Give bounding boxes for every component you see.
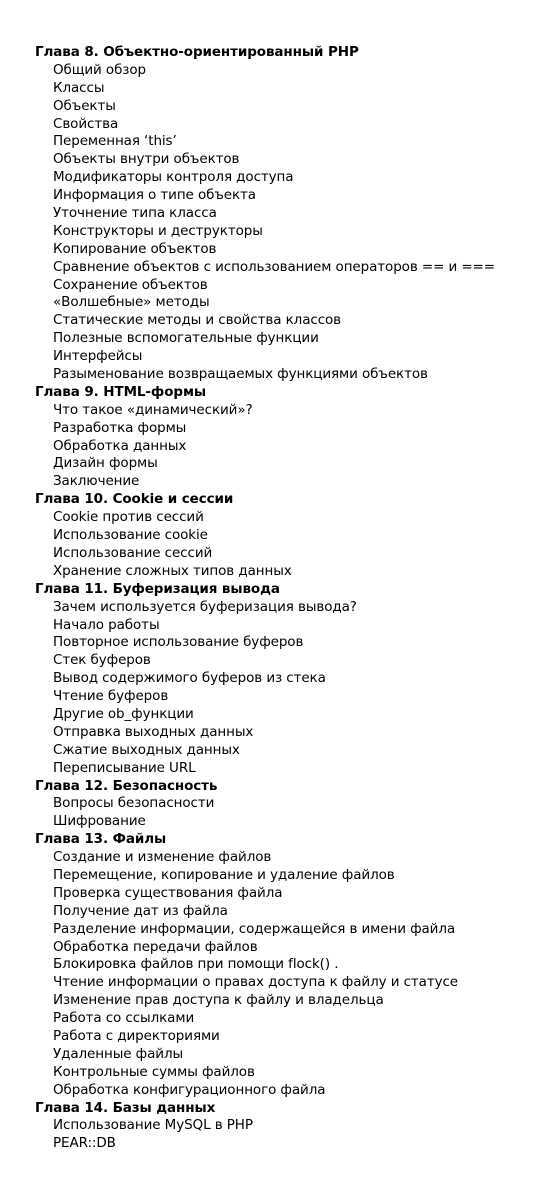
chapter-block <box>35 1100 555 1154</box>
section-item: Работа со ссылками <box>53 1010 195 1027</box>
section-item: Модификаторы контроля доступа <box>53 169 294 186</box>
section-item: Классы <box>53 79 105 96</box>
section-item: Зачем используется буферизация вывода? <box>53 598 357 615</box>
section-item: Обработка конфигурационного файла <box>53 1081 326 1098</box>
section-item: Вопросы безопасности <box>53 795 215 812</box>
section-item: Чтение информации о правах доступа к файлу и статусе <box>53 974 459 991</box>
section-item: Сжатие выходных данных <box>53 741 240 758</box>
chapter-title: Глава 9. HTML-формы <box>35 383 206 400</box>
chapter-title: Глава 14. Базы данных <box>35 1099 216 1116</box>
section-item: Cookie против сессий <box>53 509 204 526</box>
section-item: Разработка формы <box>53 419 187 436</box>
section-item: Использование cookie <box>53 527 208 544</box>
section-item: Создание и изменение файлов <box>53 849 272 866</box>
section-item: Блокировка файлов при помощи flock() . <box>53 956 339 973</box>
section-item: Копирование объектов <box>53 240 217 257</box>
chapter-title: Глава 10. Cookie и сессии <box>35 491 234 508</box>
section-item: Перемещение, копирование и удаление файлов <box>53 866 395 883</box>
section-item: Работа с директориями <box>53 1027 220 1044</box>
section-item: Что такое «динамический»? <box>53 401 253 418</box>
section-item: Другие ob_функции <box>53 705 194 722</box>
section-item: Шифрование <box>53 813 146 830</box>
section-item: Чтение буферов <box>53 688 169 705</box>
section-item: Вывод содержимого буферов из стека <box>53 670 326 687</box>
section-item: Обработка данных <box>53 437 187 454</box>
section-item: Информация о типе объекта <box>53 187 256 204</box>
section-item: «Волшебные» методы <box>53 294 210 311</box>
chapter-block <box>35 491 555 580</box>
section-item: Переписывание URL <box>53 759 196 776</box>
section-item: Получение дат из файла <box>53 902 228 919</box>
section-item: Использование сессий <box>53 544 213 561</box>
section-item: Начало работы <box>53 616 160 633</box>
table-of-contents <box>35 44 555 1153</box>
section-item: Статические методы и свойства классов <box>53 312 342 329</box>
section-item: Переменная ‘this’ <box>53 133 177 150</box>
section-item: Объекты <box>53 97 116 114</box>
section-item: Общий обзор <box>53 61 146 78</box>
section-item: Конструкторы и деструкторы <box>53 222 263 239</box>
section-item: Отправка выходных данных <box>53 723 254 740</box>
chapter-block <box>35 778 555 832</box>
chapter-block <box>35 581 555 778</box>
section-item: Использование MySQL в PHP <box>53 1117 253 1134</box>
chapter-title: Глава 11. Буферизация вывода <box>35 580 280 597</box>
chapter-title: Глава 8. Объектно-ориентированный PHP <box>35 44 359 60</box>
chapter-block <box>35 44 555 384</box>
section-item: Интерфейсы <box>53 348 143 365</box>
section-item: PEAR::DB <box>53 1135 116 1152</box>
section-item: Обработка передачи файлов <box>53 938 258 955</box>
chapter-title: Глава 12. Безопасность <box>35 777 218 794</box>
section-item: Разыменование возвращаемых функциями объектов <box>53 366 428 383</box>
chapter-block <box>35 384 555 491</box>
section-item: Дизайн формы <box>53 455 158 472</box>
section-item: Повторное использование буферов <box>53 634 304 651</box>
section-item: Изменение прав доступа к файлу и владельца <box>53 992 384 1009</box>
chapter-title: Глава 13. Файлы <box>35 831 167 848</box>
section-item: Разделение информации, содержащейся в имени файла <box>53 920 456 937</box>
section-item: Стек буферов <box>53 652 151 669</box>
section-item: Полезные вспомогательные функции <box>53 330 319 347</box>
section-item: Контрольные суммы файлов <box>53 1063 255 1080</box>
section-item: Сравнение объектов с использованием операторов == и === <box>53 258 495 275</box>
section-item: Проверка существования файла <box>53 884 283 901</box>
section-item: Сохранение объектов <box>53 276 208 293</box>
section-item: Уточнение типа класса <box>53 205 217 222</box>
section-item: Удаленные файлы <box>53 1045 184 1062</box>
section-item: Объекты внутри объектов <box>53 151 240 168</box>
chapter-block <box>35 831 555 1099</box>
section-item: Свойства <box>53 115 119 132</box>
section-item: Хранение сложных типов данных <box>53 562 292 579</box>
section-item: Заключение <box>53 473 140 490</box>
